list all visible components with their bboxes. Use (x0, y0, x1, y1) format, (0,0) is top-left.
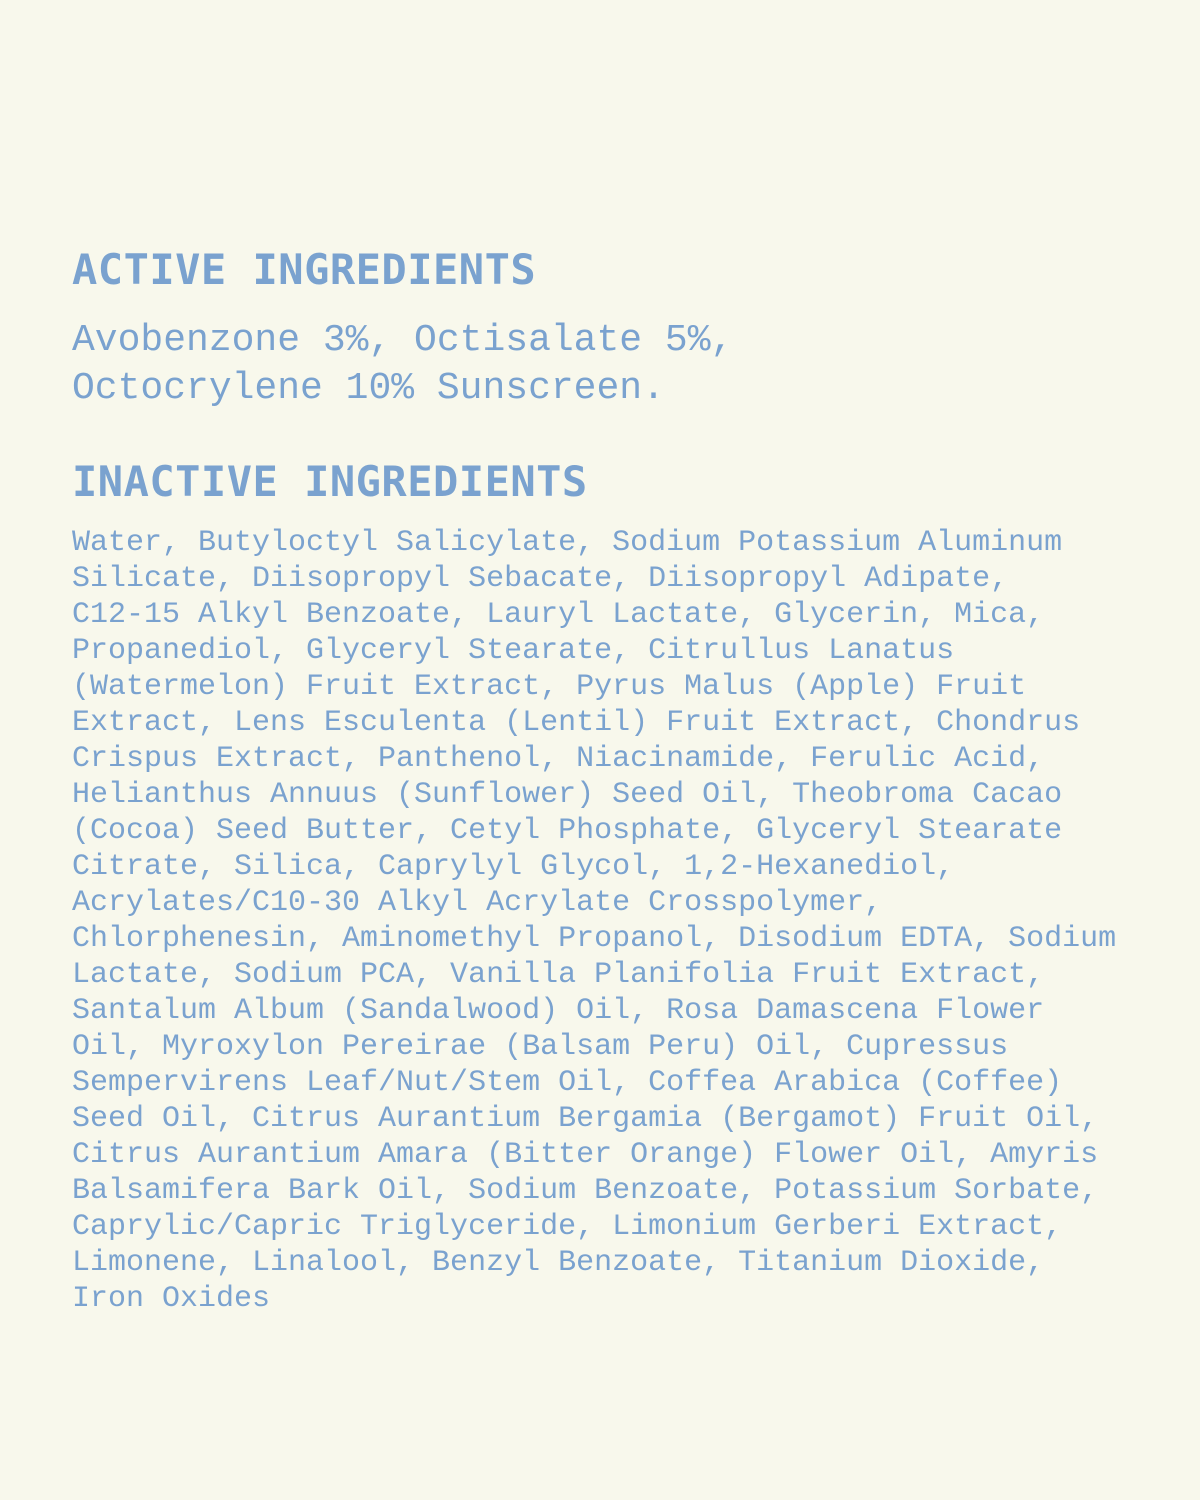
ingredients-panel (72, 245, 1152, 1317)
active-ingredients-heading: ACTIVE INGREDIENTS (72, 245, 537, 294)
active-ingredients-text: Avobenzone 3%, Octisalate 5%, Octocrylene 10% Sunscreen. (72, 319, 734, 410)
inactive-ingredients-heading: INACTIVE INGREDIENTS (72, 457, 588, 506)
inactive-ingredients-text: Water, Butyloctyl Salicylate, Sodium Potassium Aluminum Silicate, Diisopropyl Sebacate, Diisopropyl Adipate, C12-15 Alkyl Benzoate, Lauryl Lactate, Glycerin, Mica, Propanediol, Glyceryl Stearate, Citrullus Lanatus (Watermelon) Fruit Extract, Pyrus Malus (Apple) Fruit Extract, Lens Esculenta (Lentil) Fruit Extract, Chondrus Crispus Extract, Panthenol, Niacinamide, Ferulic Acid, Helianthus Annuus (Sunflower) Seed Oil, Theobroma Cacao (Cocoa) Seed Butter, Cetyl Phosphate, Glyceryl Stearate Citrate, Silica, Caprylyl Glycol, 1,2-Hexanediol, Acrylates/C10-30 Alkyl Acrylate Crosspolymer, Chlorphenesin, Aminomethyl Propanol, Disodium EDTA, Sodium Lactate, Sodium PCA, Vanilla Planifolia Fruit Extract, Santalum Album (Sandalwood) Oil, Rosa Damascena Flower Oil, Myroxylon Pereirae (Balsam Peru) Oil, Cupressus Sempervirens Leaf/Nut/Stem Oil, Coffea Arabica (Coffee) Seed Oil, Citrus Aurantium Bergamia (Bergamot) Fruit Oil, Citrus Aurantium Amara (Bitter Orange) Flower Oil, Amyris Balsamifera Bark Oil, Sodium Benzoate, Potassium Sorbate, Caprylic/Capric Triglyceride, Limonium Gerberi Extract, Limonene, Linalool, Benzyl Benzoate, Titanium Dioxide, Iron Oxides (72, 526, 1117, 1316)
